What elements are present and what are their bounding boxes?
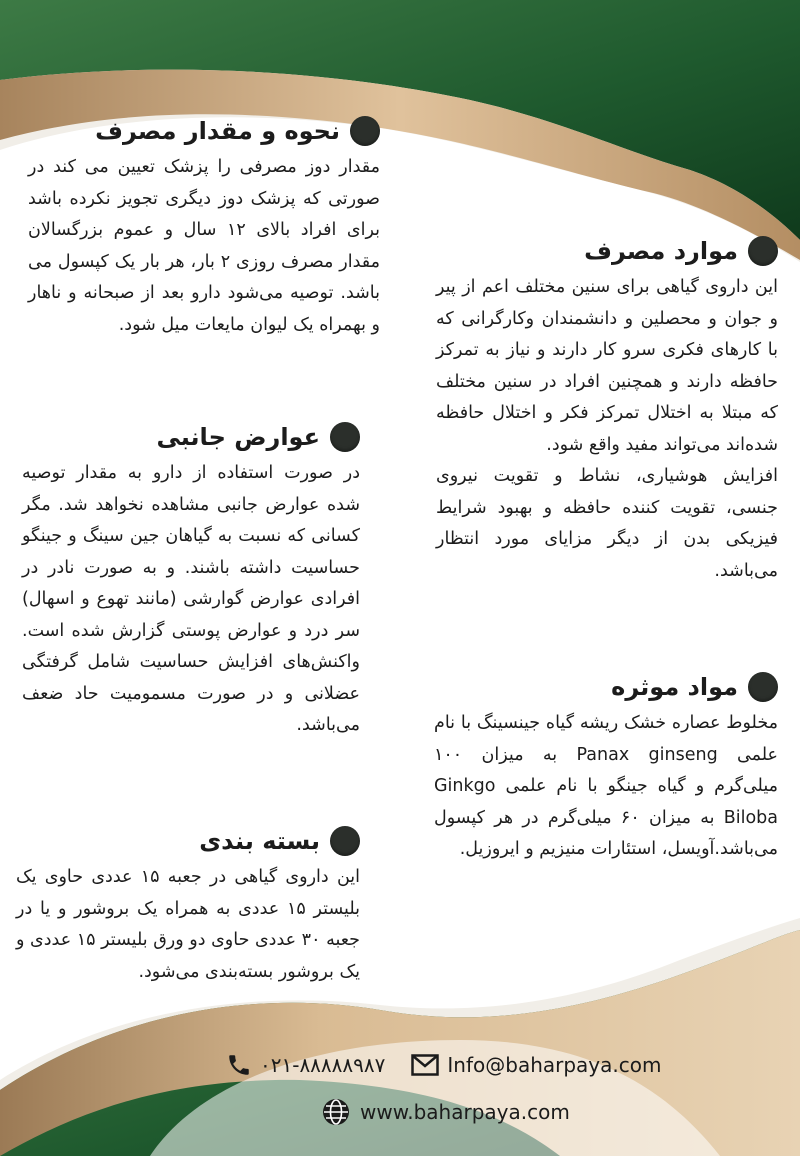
side-effects-heading	[22, 422, 360, 452]
indications-section	[436, 236, 778, 587]
usage-title: نحوه و مقدار مصرف	[95, 117, 340, 145]
website-row[interactable]	[322, 1098, 570, 1126]
ingredients-heading	[434, 672, 778, 702]
email-contact[interactable]	[411, 1053, 661, 1077]
globe-icon	[322, 1098, 350, 1126]
website-link[interactable]: www.baharpaya.com	[360, 1100, 570, 1124]
bullet-icon	[330, 826, 360, 856]
ingredients-title: مواد موثره	[611, 673, 738, 701]
indications-body	[436, 272, 778, 587]
bullet-icon	[350, 116, 380, 146]
ingredients-paragraph: مخلوط عصاره خشک ریشه گیاه جینسینگ با نام علمی Panax ginseng به میزان ۱۰۰ میلی‌گرم و گیاه جینگو با نام علمی Ginkgo Biloba به میزان ۶۰ میلی‌گرم در هر کپسول می‌باشد.آویسل، استئارات منیزیم و ایروزیل.	[434, 713, 779, 859]
usage-paragraph: مقدار دوز مصرفی را پزشک تعیین می کند در صورتی که پزشک دوز دیگری تجویز نکرده باشد برای افراد بالای ۱۲ سال و عموم بزرگسالان مقدار مصرف روزی ۲ بار، هر بار یک کپسول می باشد. توصیه می‌شود دارو بعد از صبحانه و ناهار و بهمراه یک لیوان مایعات میل شود.	[28, 157, 380, 335]
ingredients-section	[434, 672, 778, 866]
packaging-paragraph: این داروی گیاهی در جعبه ۱۵ عددی حاوی یک بلیستر ۱۵ عددی به همراه یک بروشور و یا در جعبه ۳۰ عددی حاوی دو ورق بلیستر ۱۵ عددی و یک بروشور بسته‌بندی می‌شود.	[16, 867, 361, 982]
phone-number: ۰۲۱-۸۸۸۸۸۹۸۷	[260, 1053, 386, 1077]
email-address: Info@baharpaya.com	[447, 1053, 662, 1077]
usage-heading	[28, 116, 380, 146]
usage-body	[28, 152, 380, 341]
indications-paragraph-1: این داروی گیاهی برای سنین مختلف اعم از پیر و جوان و محصلین و دانشمندان وکارگرانی که با کارهای فکری سرو کار دارند و نیاز به تمرکز حافظه دارند و همچنین افراد در سنین مختلف که مبتلا به اختلال تمرکز فکر و اختلال حافظه شده‌اند می‌تواند مفید واقع شود.	[436, 277, 778, 455]
indications-paragraph-2: افزایش هوشیاری، نشاط و تقویت نیروی جنسی، تقویت کننده حافظه و بهبود شرایط فیزیکی بدن از دیگر مزایای مورد انتظار می‌باشد.	[436, 466, 778, 581]
side-effects-section	[22, 422, 360, 742]
packaging-body	[16, 862, 360, 988]
side-effects-title: عوارض جانبی	[156, 423, 320, 451]
contact-row	[226, 1052, 661, 1078]
indications-title: موارد مصرف	[584, 237, 738, 265]
bullet-icon	[748, 672, 778, 702]
envelope-icon	[411, 1054, 439, 1076]
usage-section	[28, 116, 380, 341]
phone-icon	[226, 1052, 252, 1078]
phone-contact[interactable]	[226, 1052, 385, 1078]
packaging-heading	[16, 826, 360, 856]
side-effects-body	[22, 458, 360, 742]
bullet-icon	[748, 236, 778, 266]
ingredients-body	[434, 708, 778, 866]
bullet-icon	[330, 422, 360, 452]
packaging-title: بسته بندی	[199, 827, 320, 855]
side-effects-paragraph: در صورت استفاده از دارو به مقدار توصیه شده عوارض جانبی مشاهده نخواهد شد. مگر کسانی که نسبت به گیاهان جین سینگ و جینگو حساسیت داشته باشند. و به صورت نادر در افرادی عوارض گوارشی (مانند تهوع و اسهال) سر درد و عوارض پوستی گزارش شده است. واکنش‌های افزایش حساسیت شامل گرفتگی عضلانی و در صورت مسمومیت حاد ضعف می‌باشد.	[22, 463, 360, 735]
packaging-section	[16, 826, 360, 988]
indications-heading	[436, 236, 778, 266]
